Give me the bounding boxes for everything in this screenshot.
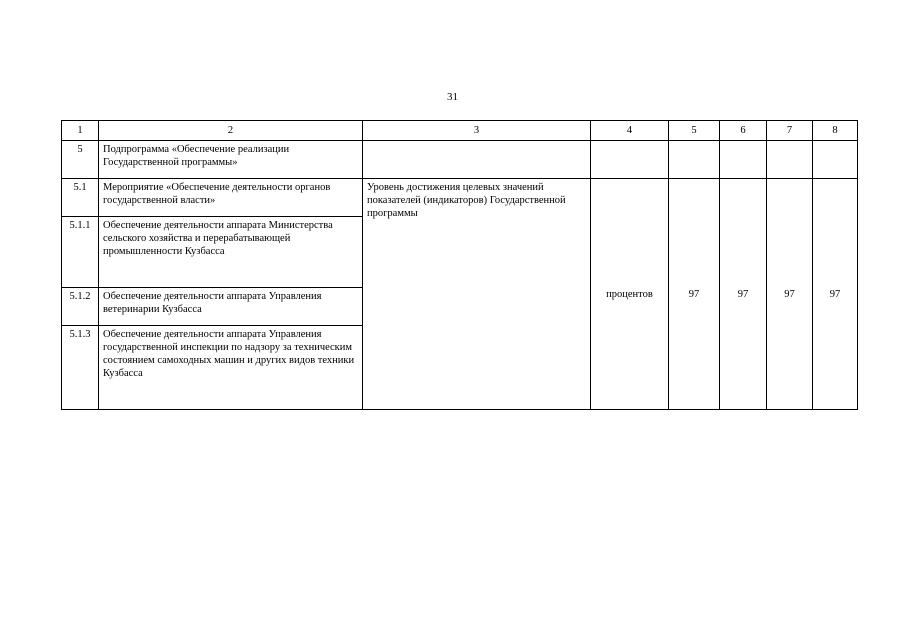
table-row [62, 141, 858, 179]
empty-cell [669, 141, 720, 179]
header-cell-5: 5 [669, 121, 720, 141]
indicator-unit: процентов [591, 179, 669, 410]
row-number: 5 [62, 141, 99, 179]
indicator-name: Уровень достижения целевых значений показателей (индикаторов) Государственной программы [363, 179, 591, 410]
row-number: 5.1.1 [62, 217, 99, 288]
row-name: Мероприятие «Обеспечение деятельности органов государственной власти» [99, 179, 363, 217]
program-indicators-table [61, 120, 858, 410]
page-number: 31 [447, 91, 458, 103]
row-number: 5.1.2 [62, 288, 99, 326]
header-cell-7: 7 [767, 121, 813, 141]
row-name: Подпрограмма «Обеспечение реализации Государственной программы» [99, 141, 363, 179]
indicator-value: 97 [813, 179, 858, 410]
row-name: Обеспечение деятельности аппарата Управления государственной инспекции по надзору за техническим состоянием самоходных машин и других видов техники Кузбасса [99, 326, 363, 410]
indicator-value: 97 [720, 179, 767, 410]
header-cell-3: 3 [363, 121, 591, 141]
empty-cell [767, 141, 813, 179]
row-name: Обеспечение деятельности аппарата Управления ветеринарии Кузбасса [99, 288, 363, 326]
header-cell-2: 2 [99, 121, 363, 141]
header-cell-8: 8 [813, 121, 858, 141]
row-number: 5.1.3 [62, 326, 99, 410]
empty-cell [720, 141, 767, 179]
header-cell-6: 6 [720, 121, 767, 141]
row-number: 5.1 [62, 179, 99, 217]
header-cell-4: 4 [591, 121, 669, 141]
table-header-row [62, 121, 858, 141]
indicator-value: 97 [669, 179, 720, 410]
table-row [62, 179, 858, 217]
indicator-value: 97 [767, 179, 813, 410]
row-name: Обеспечение деятельности аппарата Министерства сельского хозяйства и перерабатывающей промышленности Кузбасса [99, 217, 363, 288]
header-cell-1: 1 [62, 121, 99, 141]
empty-cell [591, 141, 669, 179]
empty-cell [363, 141, 591, 179]
empty-cell [813, 141, 858, 179]
